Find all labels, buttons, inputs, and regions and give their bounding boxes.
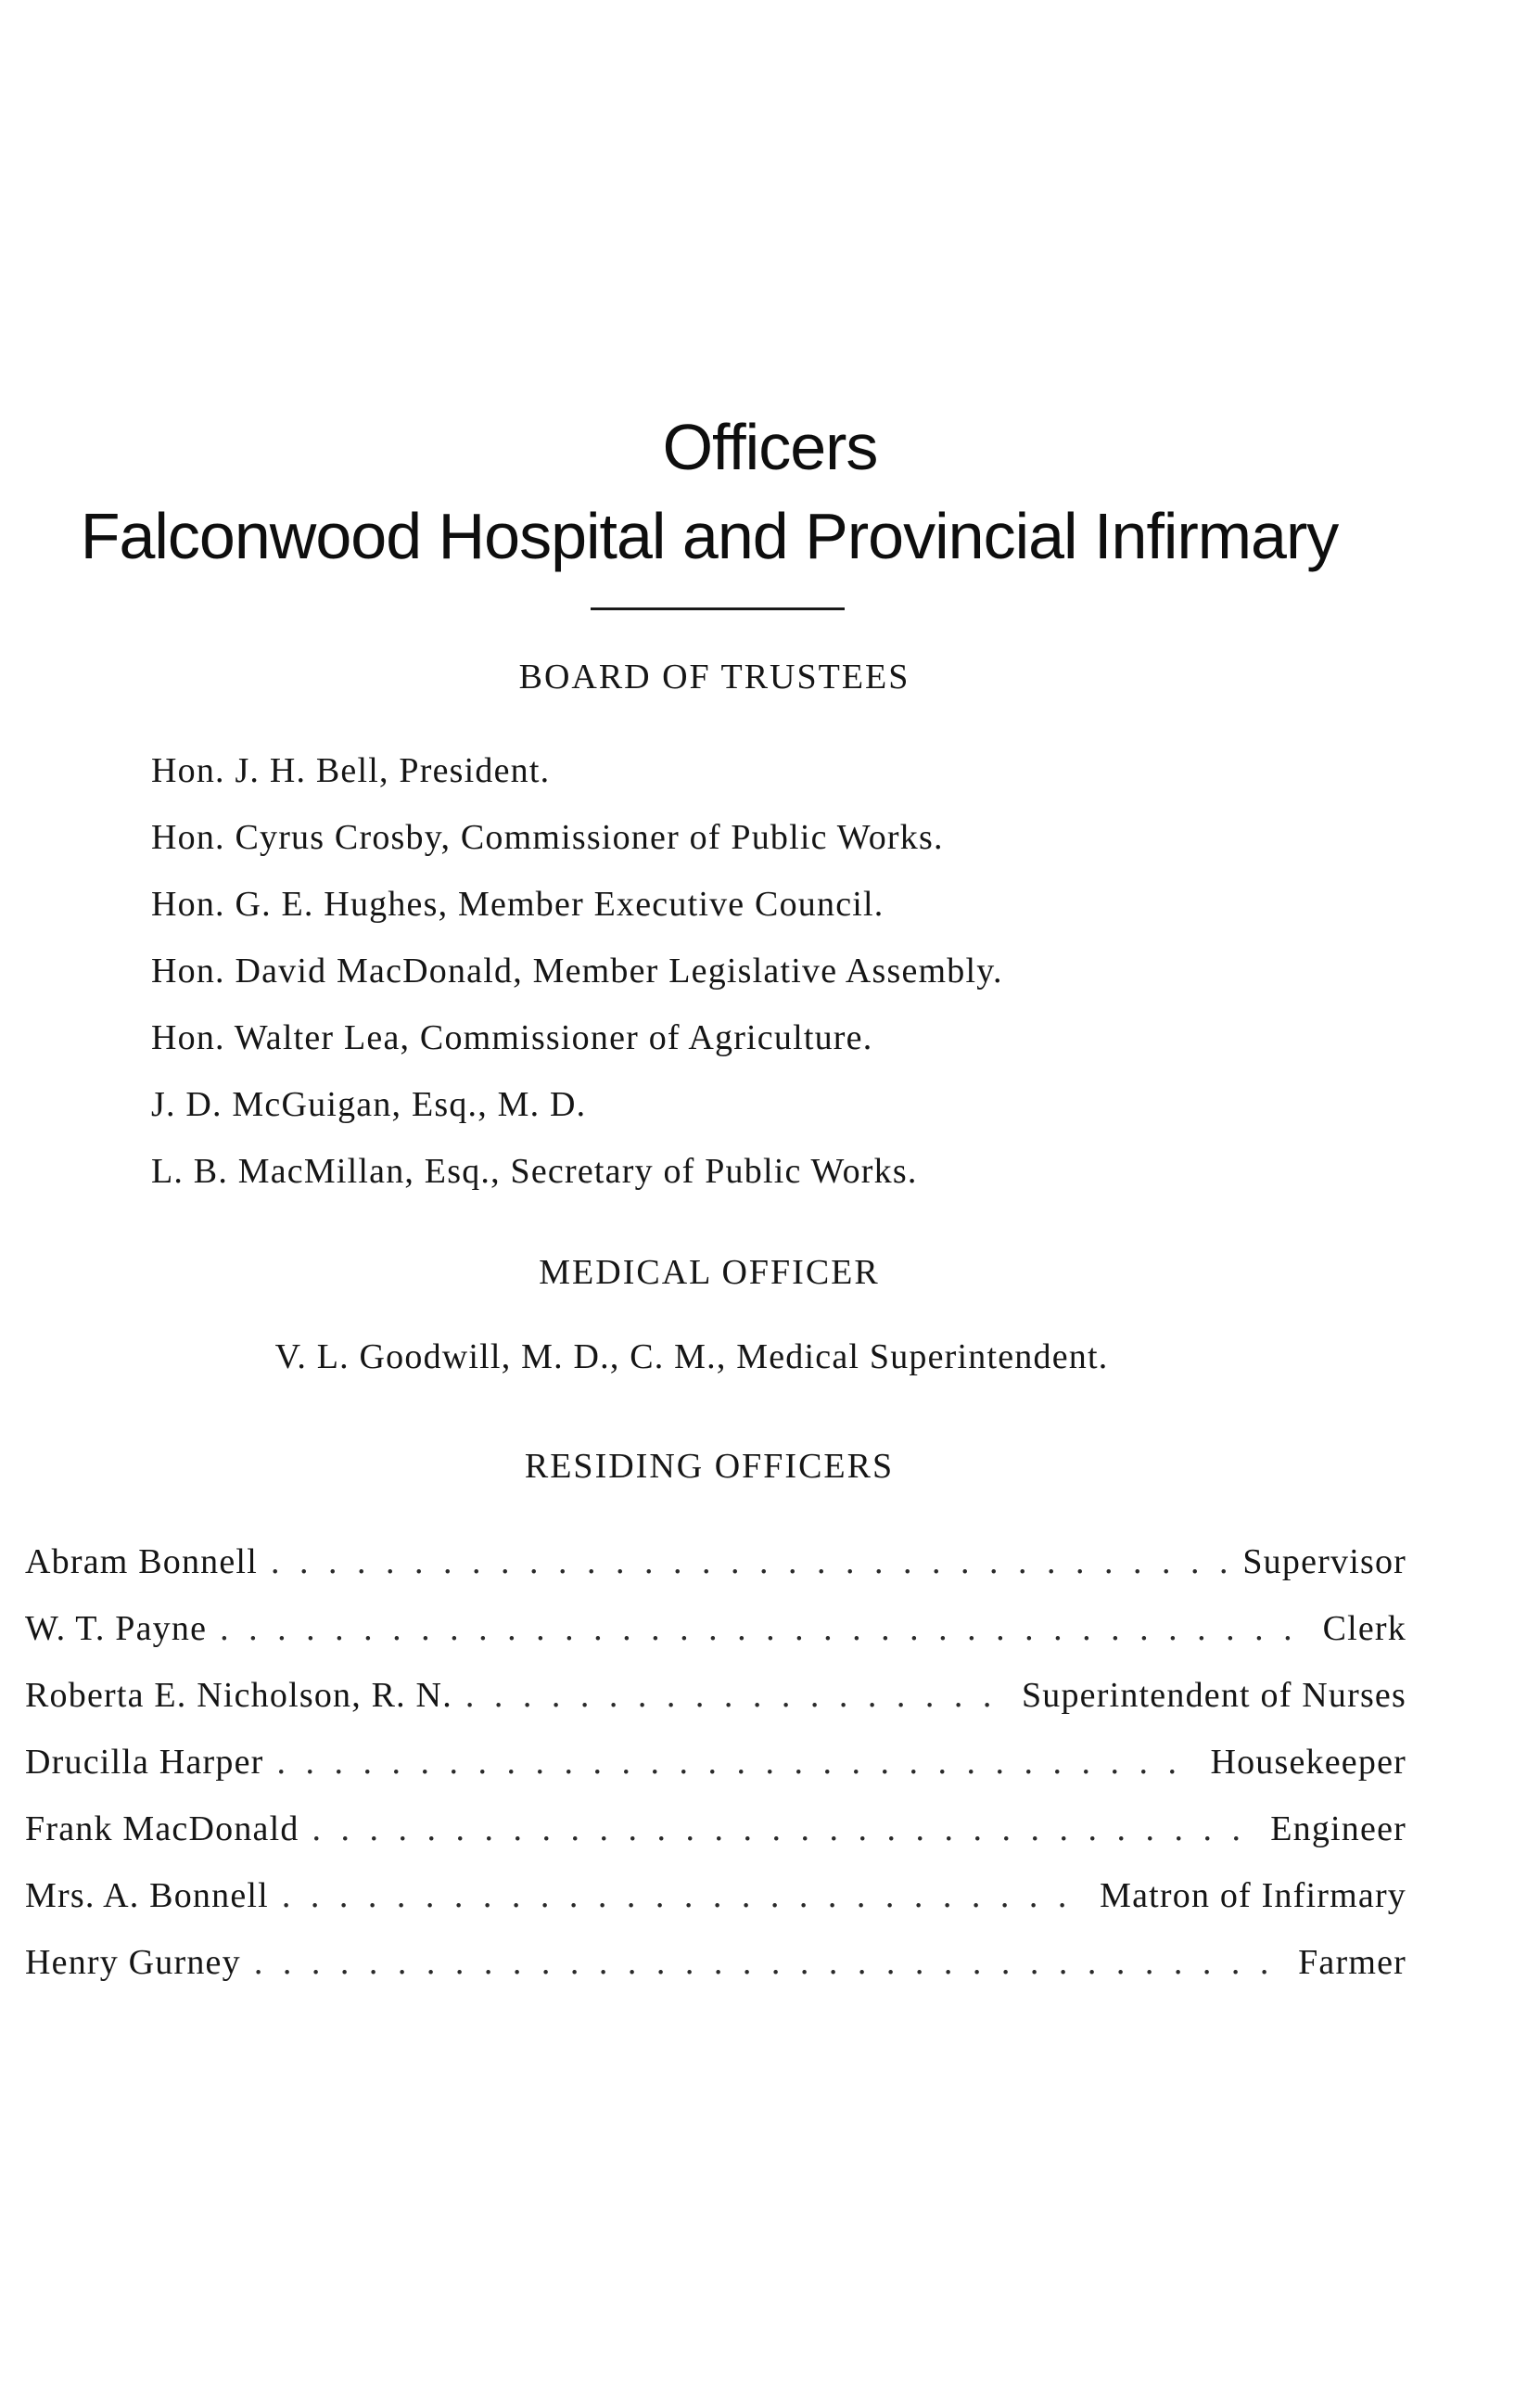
officer-row xyxy=(25,1862,1406,1929)
officer-row xyxy=(25,1729,1406,1796)
institution-name: Falconwood Hospital and Provincial Infirmary xyxy=(80,500,1339,572)
dot-leader xyxy=(277,1729,1200,1796)
trustees-list xyxy=(151,737,1003,1205)
officer-role: Superintendent of Nurses xyxy=(1021,1676,1406,1715)
officer-role: Housekeeper xyxy=(1210,1743,1406,1782)
residing-officers-heading: RESIDING OFFICERS xyxy=(524,1447,895,1486)
dot-leader xyxy=(220,1595,1311,1662)
medical-officer-entry: V. L. Goodwill, M. D., C. M., Medical Superintendent. xyxy=(274,1337,1109,1376)
dot-leader xyxy=(312,1796,1260,1862)
officer-role: Clerk xyxy=(1322,1609,1406,1648)
dot-leader xyxy=(465,1662,1011,1729)
officer-row xyxy=(25,1528,1406,1595)
officer-name: Henry Gurney xyxy=(25,1943,241,1982)
page-title: Officers xyxy=(662,411,878,483)
dot-leader xyxy=(254,1929,1287,1996)
officer-row xyxy=(25,1662,1406,1729)
residing-officers-list xyxy=(25,1528,1406,1996)
trustee-item: Hon. G. E. Hughes, Member Executive Council. xyxy=(151,885,885,924)
officer-name: Frank MacDonald xyxy=(25,1809,299,1848)
officer-role: Engineer xyxy=(1270,1809,1406,1848)
title-divider xyxy=(591,607,845,610)
officer-name: Abram Bonnell xyxy=(25,1542,258,1581)
trustee-item: J. D. McGuigan, Esq., M. D. xyxy=(151,1085,587,1124)
officer-name: W. T. Payne xyxy=(25,1609,208,1648)
trustee-item: Hon. J. H. Bell, President. xyxy=(151,751,551,790)
officer-role: Farmer xyxy=(1298,1943,1406,1982)
officer-name: Mrs. A. Bonnell xyxy=(25,1876,269,1915)
trustee-item: L. B. MacMillan, Esq., Secretary of Public Works. xyxy=(151,1152,918,1191)
officer-role: Supervisor xyxy=(1242,1542,1406,1581)
officer-name: Drucilla Harper xyxy=(25,1743,264,1782)
trustee-item: Hon. David MacDonald, Member Legislative Assembly. xyxy=(151,952,1003,991)
officer-name: Roberta E. Nicholson, R. N. xyxy=(25,1676,452,1715)
trustee-item: Hon. Cyrus Crosby, Commissioner of Public Works. xyxy=(151,818,944,857)
dot-leader xyxy=(271,1528,1231,1595)
dot-leader xyxy=(282,1862,1088,1929)
officer-row xyxy=(25,1929,1406,1996)
officer-row xyxy=(25,1796,1406,1862)
medical-officer-heading: MEDICAL OFFICER xyxy=(539,1253,880,1292)
trustee-item: Hon. Walter Lea, Commissioner of Agriculture. xyxy=(151,1018,873,1057)
officer-role: Matron of Infirmary xyxy=(1100,1876,1406,1915)
officer-row xyxy=(25,1595,1406,1662)
board-of-trustees-heading: BOARD OF TRUSTEES xyxy=(518,658,910,697)
